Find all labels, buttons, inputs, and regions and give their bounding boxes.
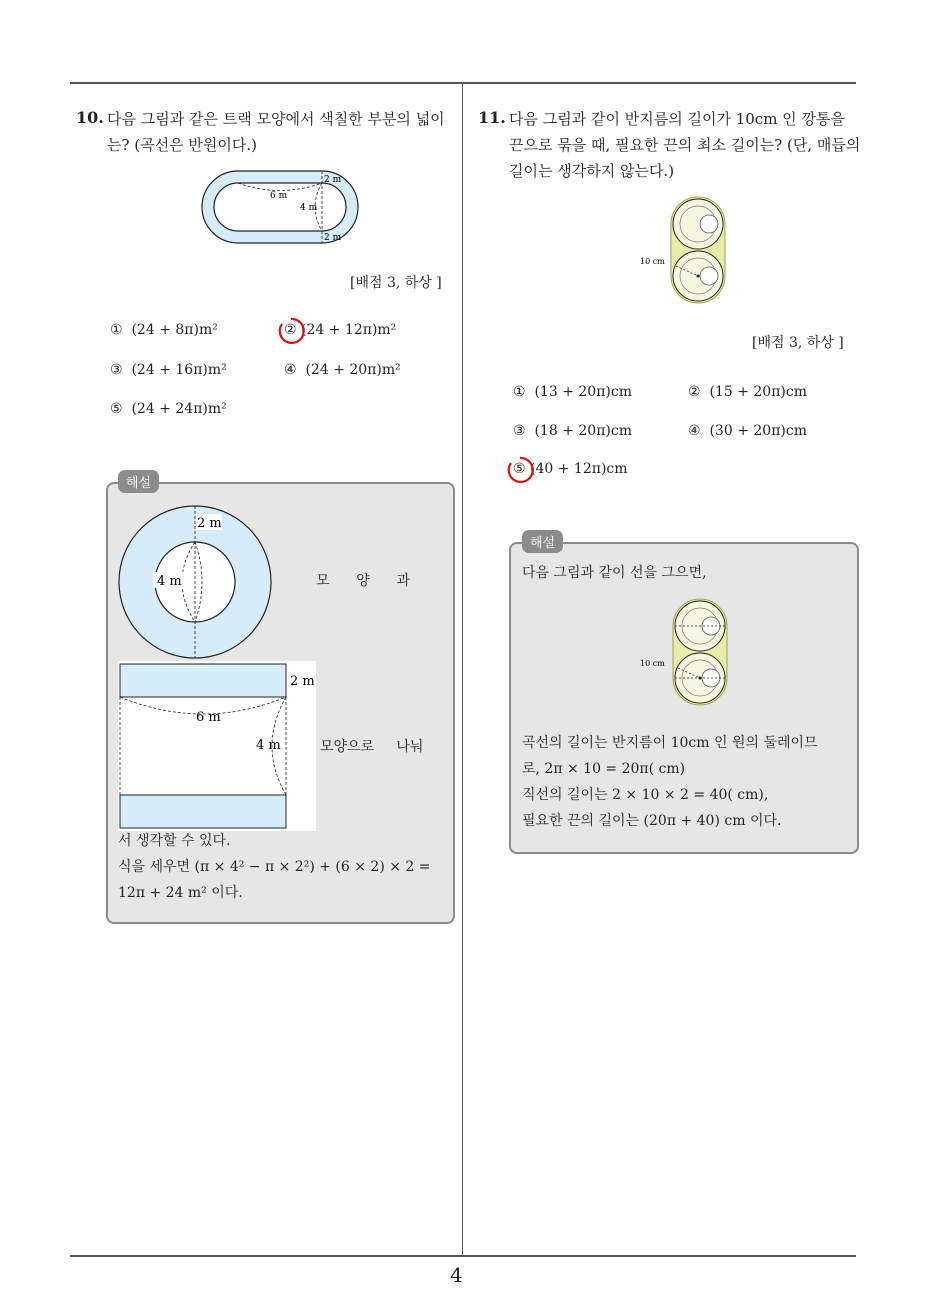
choice-text: (24 + 8π)m² (131, 322, 218, 338)
choice-number: ⑤ (110, 401, 123, 417)
choice-text: (15 + 20π)cm (709, 384, 807, 400)
q10-fig-label-2m-bottom: 2 m (324, 233, 342, 243)
choice-number: ① (513, 384, 526, 400)
q11-cans-figure (636, 194, 732, 306)
choice-text: (24 + 20π)m² (305, 362, 401, 378)
choice-number: ② (688, 384, 701, 400)
q10-rect-label-4m: 4 m (256, 738, 281, 753)
choice-number: ⑤ (513, 461, 526, 477)
q11-solution-line3: 직선의 길이는 2 × 10 × 2 = 40( cm), (522, 787, 769, 803)
q11-number: 11. (478, 108, 506, 127)
choice-text: (18 + 20π)cm (534, 423, 632, 439)
q11-text-line3: 길이는 생각하지 않는다.) (509, 162, 675, 180)
q11-solution-fig-label: 10 cm (640, 659, 665, 668)
q10-answer-mark (276, 316, 306, 346)
q10-ring-label-4m: 4 m (157, 574, 182, 589)
choice-number: ③ (513, 423, 526, 439)
q10-text-line2: 는? (곡선은 반원이다.) (107, 136, 257, 154)
q11-text-line1: 다음 그림과 같이 반지름의 길이가 10cm 인 깡통을 (509, 110, 845, 128)
q10-solution-line2: 식을 세우면 (π × 4² − π × 2²) + (6 × 2) × 2 = (118, 859, 431, 875)
page-number: 4 (450, 1263, 463, 1287)
choice-text: (40 + 12π)cm (530, 461, 628, 477)
q10-solution-line3: 12π + 24 m² 이다. (118, 885, 243, 901)
q10-rect-label-6m: 6 m (196, 710, 221, 725)
q11-choice-1[interactable] (513, 384, 632, 400)
q11-choice-2[interactable] (688, 384, 807, 400)
q10-ring-figure (117, 505, 277, 661)
q10-fig-label-2m-top: 2 m (324, 175, 342, 185)
choice-text: (24 + 12π)m² (301, 322, 397, 338)
q11-fig-label: 10 cm (640, 257, 665, 266)
q10-choice-3[interactable] (110, 362, 227, 378)
q10-solution-tag: 해설 (118, 470, 159, 493)
choice-text: (30 + 20π)cm (709, 423, 807, 439)
choice-text: (13 + 20π)cm (534, 384, 632, 400)
q10-fig-label-4m: 4 m (300, 203, 318, 213)
q10-solution-line1: 서 생각할 수 있다. (118, 833, 231, 849)
choice-number: ③ (110, 362, 123, 378)
q11-solution-figure (638, 596, 734, 708)
choice-text: (24 + 24π)m² (131, 401, 227, 417)
q11-answer-mark (505, 455, 535, 485)
q10-rect-label-2m: 2 m (290, 674, 315, 689)
q11-solution-tag: 해설 (522, 530, 563, 553)
choice-number: ④ (688, 423, 701, 439)
q11-solution-line4: 필요한 끈의 길이는 (20π + 40) cm 이다. (522, 813, 782, 829)
q10-choice-5[interactable] (110, 401, 227, 417)
q11-choice-3[interactable] (513, 423, 632, 439)
bottom-rule (70, 1255, 856, 1257)
q10-shape1-label: 모 양 과 (316, 573, 410, 589)
choice-number: ② (284, 322, 297, 338)
top-rule (70, 82, 856, 84)
q11-meta: [배점 3, 하상 ] (752, 335, 844, 351)
choice-number: ① (110, 322, 123, 338)
q11-text-line2: 끈으로 묶을 때, 필요한 끈의 최소 길이는? (단, 매듭의 (509, 136, 861, 154)
column-divider (462, 84, 463, 1256)
q11-solution-line2: 로, 2π × 10 = 20π( cm) (522, 761, 686, 777)
q11-solution-line1: 곡선의 길이는 반지름이 10cm 인 원의 둘레이므 (522, 735, 818, 751)
q10-fig-label-6m: 6 m (270, 191, 288, 201)
q10-text-line1: 다음 그림과 같은 트랙 모양에서 색칠한 부분의 넓이 (107, 110, 445, 128)
q10-meta: [배점 3, 하상 ] (350, 275, 442, 291)
choice-text: (24 + 16π)m² (131, 362, 227, 378)
q10-rect-figure (118, 661, 316, 831)
q11-solution-intro: 다음 그림과 같이 선을 그으면, (522, 565, 707, 581)
q10-number: 10. (76, 108, 104, 127)
q10-choice-1[interactable] (110, 322, 218, 338)
q10-track-figure (200, 168, 360, 246)
q10-choice-4[interactable] (284, 362, 401, 378)
choice-number: ④ (284, 362, 297, 378)
q11-choice-4[interactable] (688, 423, 807, 439)
q10-shape2-label: 모양으로 나눠 (320, 739, 424, 755)
q10-ring-label-2m: 2 m (197, 516, 222, 531)
